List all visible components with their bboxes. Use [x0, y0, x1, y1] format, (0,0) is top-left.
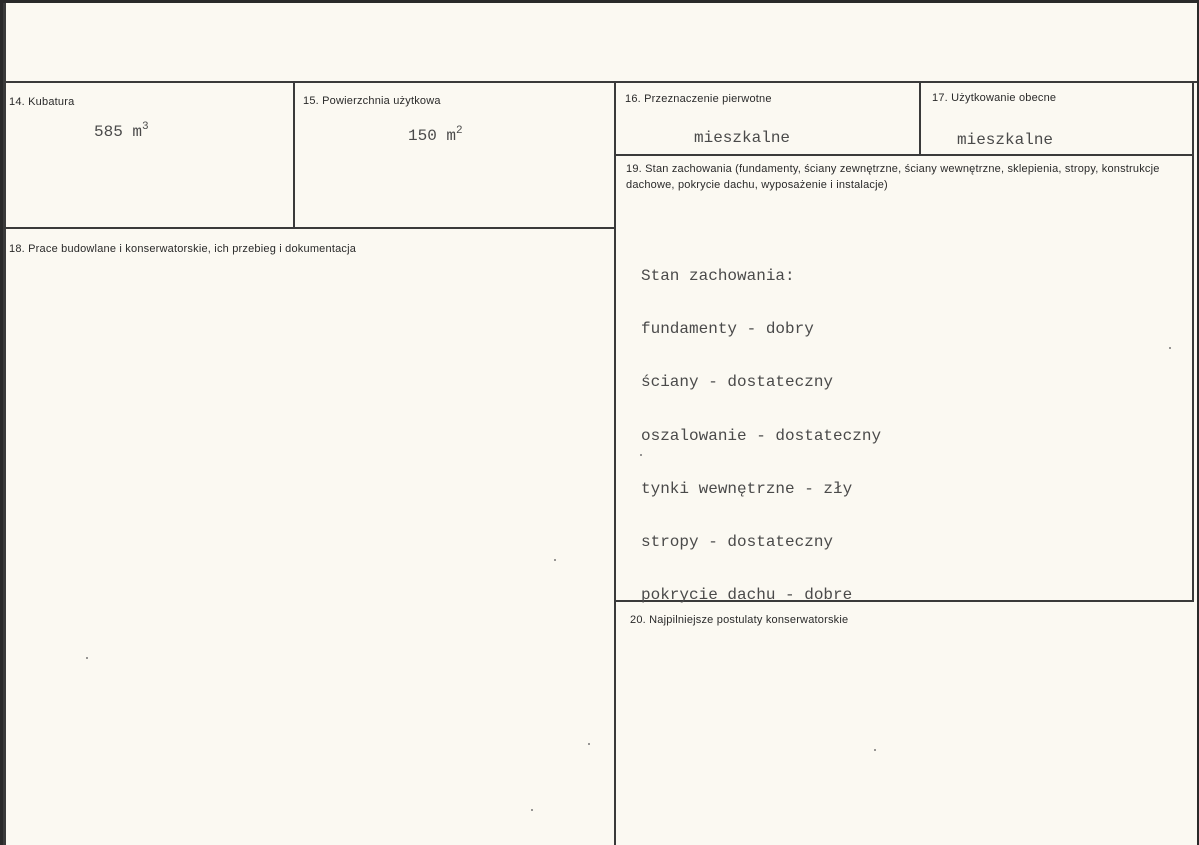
stan-line: pokrycie dachu - dobre — [641, 586, 853, 605]
rule-v3 — [919, 82, 921, 154]
paper-speck — [1169, 347, 1171, 349]
field-15-value: 150 $m^2$ — [408, 125, 463, 145]
field-16-label: 16. Przeznaczenie pierwotne — [625, 93, 772, 105]
field-15-label: 15. Powierzchnia użytkowa — [303, 95, 441, 107]
stan-line: ściany - dostateczny — [641, 373, 834, 392]
rule-top — [6, 81, 1197, 83]
field-14-value: 585 $m^3$ — [94, 121, 149, 141]
record-card — [3, 3, 1197, 845]
field-18-label: 18. Prace budowlane i konserwatorskie, ich przebieg i dokumentacja — [9, 243, 357, 255]
paper-speck — [554, 559, 556, 561]
field-20-label: 20. Najpilniejsze postulaty konserwatorskie — [630, 614, 849, 626]
rule-v2 — [614, 82, 616, 845]
field-17-label: 17. Użytkowanie obecne — [932, 92, 1057, 104]
stan-line: stropy - dostateczny — [641, 533, 834, 552]
stan-line: tynki wewnętrzne - zły — [641, 479, 853, 498]
stan-line: oszalowanie - dostateczny — [641, 426, 882, 445]
paper-speck — [640, 454, 642, 456]
field-19-label: 19. Stan zachowania (fundamenty, ściany zewnętrzne, ściany wewnętrzne, sklepienia, stropy, konstrukcje dachowe, pokrycie dachu, wyposażenie i instalacje) — [626, 163, 1160, 191]
rule-mid-right — [615, 154, 1194, 156]
field-14-label: 14. Kubatura — [9, 96, 75, 108]
paper-speck — [588, 743, 590, 745]
field-16-value: mieszkalne — [694, 129, 791, 147]
rule-mid-left — [6, 227, 616, 229]
paper-speck — [86, 657, 88, 659]
stan-line: fundamenty - dobry — [641, 320, 814, 339]
paper-speck — [874, 749, 876, 751]
field-17-value: mieszkalne — [957, 131, 1054, 149]
paper-speck — [531, 809, 533, 811]
rule-v1 — [293, 82, 295, 228]
field-19-value — [641, 232, 881, 640]
stan-line: Stan zachowania: — [641, 267, 795, 285]
rule-v4 — [1192, 82, 1194, 602]
